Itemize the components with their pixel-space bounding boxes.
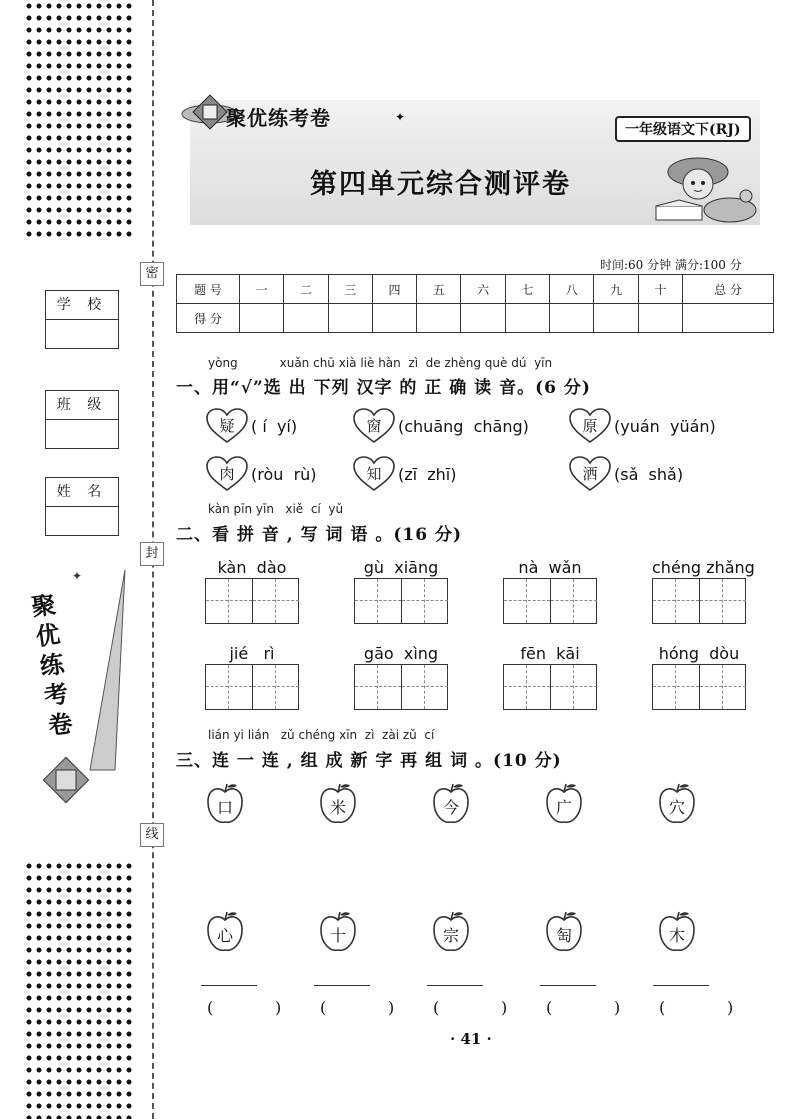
heart-icon (568, 408, 612, 444)
apple-char: 匋 (555, 926, 572, 945)
score-entry[interactable] (550, 304, 594, 333)
new-char-blank[interactable] (427, 985, 483, 986)
q1-char: 窗 (366, 417, 382, 435)
writing-cell[interactable] (206, 579, 252, 623)
heart-icon (205, 408, 249, 444)
q2-title: 二、看 拼 音 , 写 词 语 。(16 分) (176, 525, 463, 545)
writing-boxes[interactable] (503, 578, 597, 624)
q2-word-pinyin: nà wǎn (518, 558, 582, 577)
q2-word-grid[interactable] (205, 644, 299, 710)
q1-char: 洒 (582, 465, 598, 483)
new-char-blank[interactable] (201, 985, 257, 986)
writing-cell[interactable] (504, 579, 550, 623)
name-label: 姓 名 (46, 478, 118, 507)
apple-char: 宗 (442, 926, 459, 945)
sparkle-icon: ✦ (395, 110, 406, 124)
seal-xian: 线 (140, 823, 164, 847)
writing-cell[interactable] (699, 579, 746, 623)
q2-word-pinyin: fēn kāi (520, 644, 580, 663)
table-cell: 二 (284, 275, 328, 304)
writing-boxes[interactable] (205, 664, 299, 710)
table-cell: 六 (461, 275, 505, 304)
table-cell: 得 分 (177, 304, 240, 333)
q2-word-grid[interactable] (652, 558, 755, 624)
brand-title: 聚优练考卷 (226, 106, 331, 130)
q2-word-grid[interactable] (652, 644, 746, 710)
q1-char: 知 (366, 465, 382, 483)
q1-options[interactable]: (chuāng chāng) (398, 416, 529, 436)
q2-word-pinyin: kàn dào (217, 558, 287, 577)
q2-word-pinyin: jié rì (229, 644, 275, 663)
writing-cell[interactable] (355, 665, 401, 709)
margin-dots-top (24, 0, 136, 240)
writing-boxes[interactable] (652, 578, 746, 624)
word-blank-close[interactable]: ) (388, 998, 395, 1017)
writing-cell[interactable] (355, 579, 401, 623)
q1-options[interactable]: (yuán yüán) (614, 416, 716, 436)
score-entry[interactable] (682, 304, 773, 333)
q2-pinyin: kàn pīn yīn xiě cí yǔ (208, 502, 344, 516)
page-title: 第四单元综合测评卷 (310, 169, 571, 200)
page-number: · 41 · (450, 1030, 492, 1048)
writing-cell[interactable] (206, 665, 252, 709)
table-cell: 总 分 (682, 275, 773, 304)
word-blank-open[interactable]: ( (320, 998, 327, 1017)
name-field[interactable] (45, 477, 119, 536)
q1-item (352, 456, 456, 492)
table-cell: 一 (240, 275, 284, 304)
heart-icon (352, 408, 396, 444)
writing-cell[interactable] (504, 665, 550, 709)
apple-top-icon[interactable] (657, 782, 697, 826)
time-score-info: 时间:60 分钟 满分:100 分 (600, 258, 742, 272)
q1-char: 疑 (219, 417, 235, 435)
score-table-score-row (177, 304, 774, 333)
writing-cell[interactable] (653, 579, 699, 623)
q1-options[interactable]: (zī zhī) (398, 464, 457, 484)
q2-word-grid[interactable] (503, 644, 597, 710)
table-cell: 三 (328, 275, 372, 304)
q2-word-grid[interactable] (354, 644, 448, 710)
apple-char: 米 (329, 798, 346, 817)
score-entry[interactable] (240, 304, 284, 333)
q1-char: 原 (582, 417, 598, 435)
word-blank-open[interactable]: ( (433, 998, 440, 1017)
table-cell: 九 (594, 275, 638, 304)
writing-boxes[interactable] (205, 578, 299, 624)
table-cell: 四 (372, 275, 416, 304)
word-blank-open[interactable]: ( (207, 998, 214, 1017)
q1-pinyin: yòng xuǎn chū xià liè hàn zì de zhèng què dú yīn (208, 356, 553, 370)
writing-cell[interactable] (252, 665, 299, 709)
word-blank-close[interactable]: ) (727, 998, 734, 1017)
score-entry[interactable] (372, 304, 416, 333)
q1-item (568, 408, 716, 444)
writing-cell[interactable] (653, 665, 699, 709)
q1-options[interactable]: ( í yí) (251, 416, 298, 436)
table-cell: 八 (550, 275, 594, 304)
q2-word-grid[interactable] (354, 558, 448, 624)
apple-char: 木 (668, 926, 685, 945)
apple-bottom-icon[interactable] (318, 910, 358, 954)
writing-cell[interactable] (401, 665, 448, 709)
score-table (176, 274, 774, 333)
table-cell: 七 (505, 275, 549, 304)
score-entry[interactable] (461, 304, 505, 333)
word-blank-close[interactable]: ) (275, 998, 282, 1017)
new-char-blank[interactable] (653, 985, 709, 986)
class-label: 班 级 (46, 391, 118, 420)
score-entry[interactable] (284, 304, 328, 333)
apple-top-icon[interactable] (431, 782, 471, 826)
score-entry[interactable] (638, 304, 682, 333)
class-field[interactable] (45, 390, 119, 449)
apple-char: 心 (216, 926, 233, 945)
q2-word-pinyin: chéng zhǎng (652, 558, 755, 577)
table-cell: 十 (638, 275, 682, 304)
new-char-blank[interactable] (314, 985, 370, 986)
margin-dots-bottom (24, 860, 136, 1119)
seal-feng: 封 (140, 542, 164, 566)
score-entry[interactable] (328, 304, 372, 333)
score-entry[interactable] (417, 304, 461, 333)
word-blank-close[interactable]: ) (614, 998, 621, 1017)
q2-word-grid[interactable] (205, 558, 299, 624)
q3-pinyin: lián yi lián zǔ chéng xīn zì zài zǔ cí (208, 728, 435, 742)
apple-char: 十 (329, 926, 346, 945)
q1-item (205, 408, 297, 444)
apple-char: 广 (555, 798, 572, 817)
q1-char: 肉 (219, 465, 235, 483)
writing-cell[interactable] (550, 579, 597, 623)
q2-word-pinyin: hóng dòu (658, 644, 740, 663)
writing-boxes[interactable] (354, 664, 448, 710)
school-field[interactable] (45, 290, 119, 349)
writing-boxes[interactable] (354, 578, 448, 624)
q1-options[interactable]: (sǎ shǎ) (614, 464, 684, 484)
grade-badge: 一年级语文下(RJ) (615, 116, 751, 142)
apple-top-icon[interactable] (205, 782, 245, 826)
score-entry[interactable] (594, 304, 638, 333)
score-entry[interactable] (505, 304, 549, 333)
table-cell: 题 号 (177, 275, 240, 304)
q2-word-pinyin: gāo xìng (363, 644, 439, 663)
word-blank-close[interactable]: ) (501, 998, 508, 1017)
writing-boxes[interactable] (652, 664, 746, 710)
writing-cell[interactable] (550, 665, 597, 709)
q1-item (568, 456, 683, 492)
side-brand-text: 聚优练考卷 (29, 589, 75, 741)
writing-boxes[interactable] (503, 664, 597, 710)
apple-bottom-icon[interactable] (657, 910, 697, 954)
q2-word-grid[interactable] (503, 558, 597, 624)
writing-cell[interactable] (699, 665, 746, 709)
apple-bottom-icon[interactable] (205, 910, 245, 954)
writing-cell[interactable] (252, 579, 299, 623)
writing-cell[interactable] (401, 579, 448, 623)
school-label: 学 校 (46, 291, 118, 320)
new-char-blank[interactable] (540, 985, 596, 986)
q1-title: 一、用“√”选 出 下列 汉字 的 正 确 读 音。(6 分) (176, 378, 591, 398)
score-table-header-row (177, 275, 774, 304)
q2-word-pinyin: gù xiāng (363, 558, 439, 577)
heart-icon (205, 456, 249, 492)
q3-title: 三、连 一 连 , 组 成 新 字 再 组 词 。(10 分) (176, 751, 562, 771)
heart-icon (352, 456, 396, 492)
q1-options[interactable]: (ròu rù) (251, 464, 317, 484)
side-brand-logo (30, 570, 140, 830)
q1-item (352, 408, 529, 444)
apple-top-icon[interactable] (544, 782, 584, 826)
heart-icon (568, 456, 612, 492)
svg-text:✦: ✦ (72, 570, 83, 583)
apple-bottom-icon[interactable] (544, 910, 584, 954)
apple-char: 口 (216, 798, 233, 817)
reading-girl-illustration (650, 150, 760, 234)
seal-mi: 密 (140, 262, 164, 286)
word-blank-open[interactable]: ( (546, 998, 553, 1017)
apple-char: 今 (442, 798, 459, 817)
apple-char: 穴 (668, 798, 685, 817)
table-cell: 五 (417, 275, 461, 304)
apple-top-icon[interactable] (318, 782, 358, 826)
q1-item (205, 456, 317, 492)
apple-bottom-icon[interactable] (431, 910, 471, 954)
word-blank-open[interactable]: ( (659, 998, 666, 1017)
